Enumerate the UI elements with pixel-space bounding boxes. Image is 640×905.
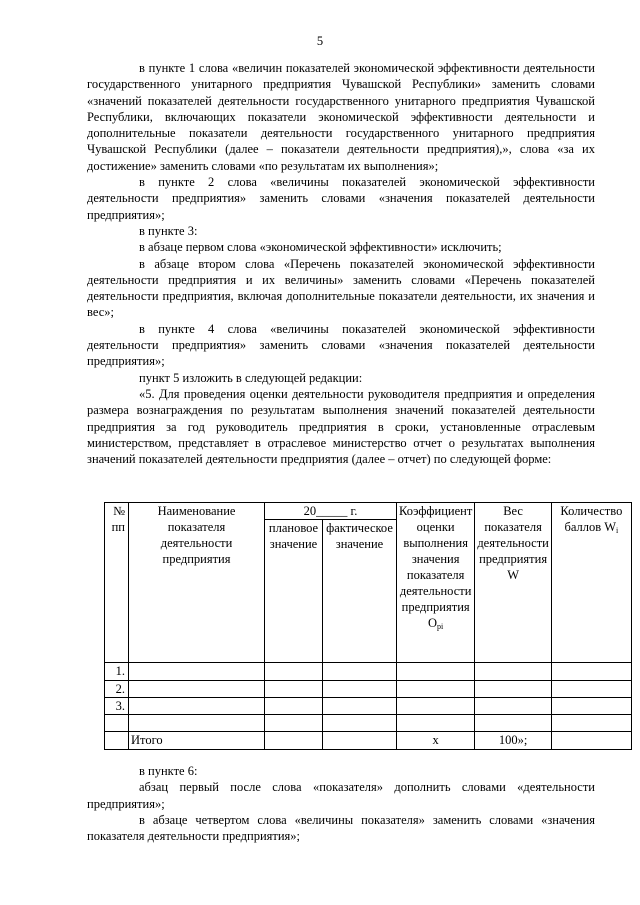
paragraph: в пункте 3: [139, 223, 198, 238]
header-weight: Вес показателя деятельности предприятия W [475, 503, 552, 663]
paragraph: в абзаце четвертом слова «величины показателя» заменить словами «значения показателя деятельности предприятия»; [87, 812, 595, 844]
header-number: № пп [105, 503, 129, 663]
total-weight: 100»; [475, 732, 552, 750]
amendment-text-bottom [87, 763, 595, 844]
header-coefficient: Коэффициент оценки выполнения значения показателя деятельности предприятия $О_{pi}$ [397, 503, 475, 663]
total-coefficient: х [397, 732, 475, 750]
total-label: Итого [129, 732, 265, 750]
header-fact-value: фактическое значение [323, 520, 397, 663]
paragraph: пункт 5 изложить в следующей редакции: [139, 370, 363, 385]
paragraph: в пункте 4 слова «величины показателей экономической эффективности деятельности предприятия» заменить словами «значения показателей деятельности предприятия»; [87, 321, 595, 369]
paragraph: в пункте 1 слова «величин показателей экономической эффективности деятельности государственного унитарного предприятия Чувашской Республики» заменить словами «значений показателей деятельности государственного унитарного предприятия Чувашской Республики, включающих показатели экономической эффективности деятельности и дополнительные показатели деятельности государственного унитарного предприятия Чувашской Республики (далее – показатели деятельности предприятия),», слова «за их достижение» заменить словами «по результатам их выполнения»; [87, 61, 595, 173]
paragraph: в абзаце первом слова «экономической эффективности» исключить; [139, 240, 502, 255]
paragraph: абзац первый после слова «показателя» дополнить словами «деятельности предприятия»; [87, 780, 595, 811]
amendment-text-top [87, 60, 595, 467]
header-plan-value: плановое значение [265, 520, 323, 663]
row-number: 1. [105, 663, 129, 681]
page-number: 5 [316, 34, 324, 48]
report-form-table [104, 502, 632, 750]
row-number: 2. [105, 681, 129, 698]
paragraph: в абзаце втором слова «Перечень показателей экономической эффективности деятельности предприятия и их величины» заменить словами «Перечень показателей деятельности предприятия, включая дополнительные показатели деятельности, их значения и вес»; [87, 256, 595, 320]
table-row [105, 698, 632, 715]
paragraph: в пункте 2 слова «величины показателей экономической эффективности деятельности предприятия» заменить словами «значения показателей деятельности предприятия»; [87, 175, 595, 222]
header-indicator-name: Наименование показателя деятельности предприятия [129, 503, 265, 663]
header-score: Количество баллов $W_i$ [551, 503, 631, 663]
table-row [105, 681, 632, 698]
paragraph: «5. Для проведения оценки деятельности руководителя предприятия и определения размера вознаграждения по результатам выполнения значений показателей деятельности предприятия за год руководитель предприятия в сроки, установленные отраслевым министерством, представляет в отраслевое министерство отчет о результатах выполнения значений показателей деятельности предприятия (далее – отчет) по следующей форме: [87, 386, 595, 467]
row-number: 3. [105, 698, 129, 715]
header-year: 20_____ г. [265, 503, 397, 520]
table-row [105, 663, 632, 681]
paragraph: в пункте 6: [139, 764, 198, 778]
table-total-row [105, 732, 632, 750]
